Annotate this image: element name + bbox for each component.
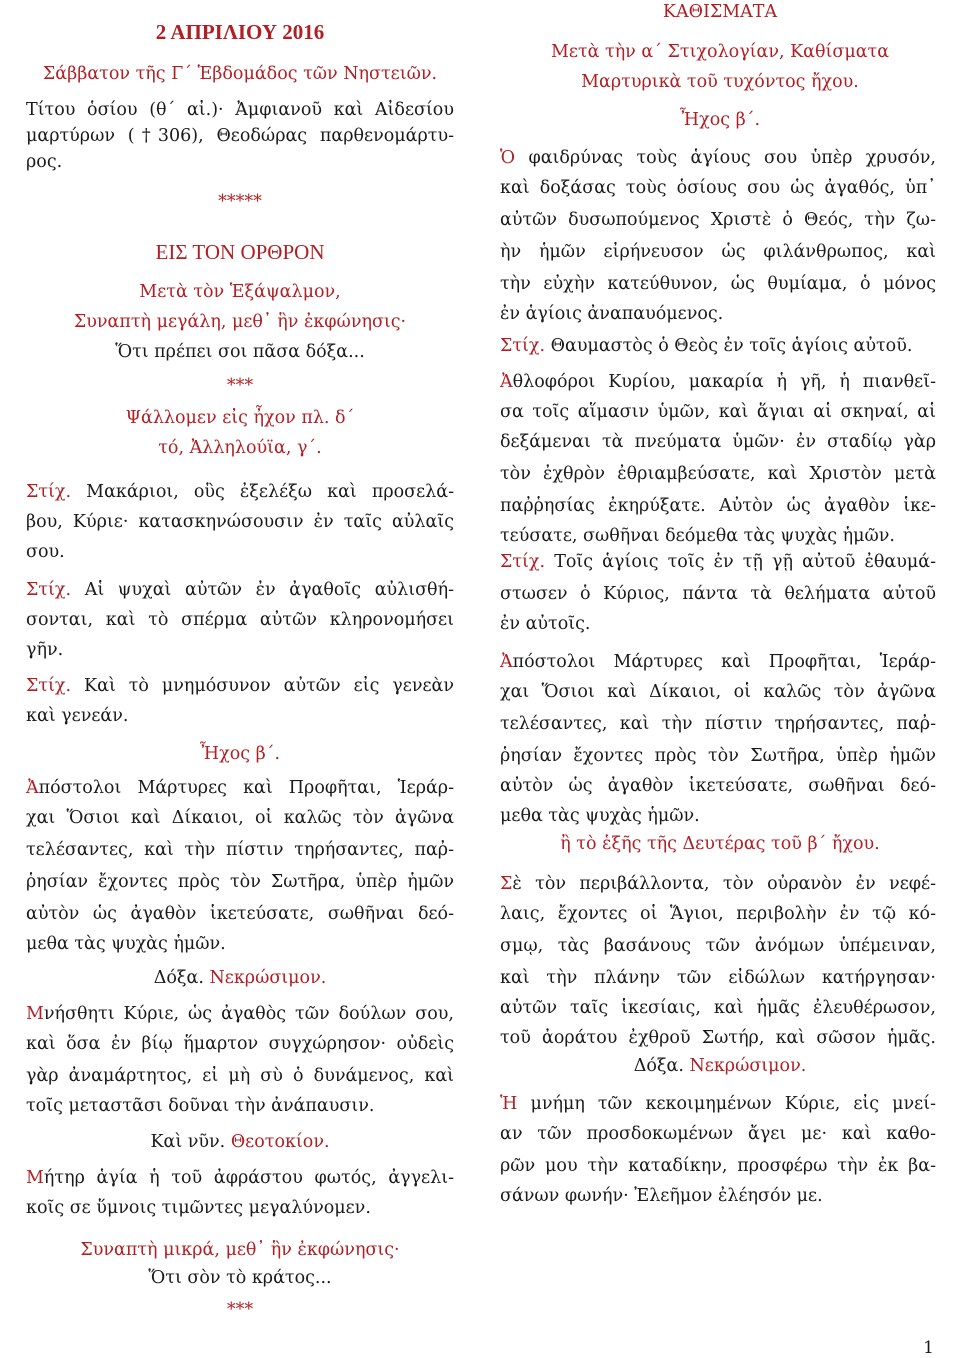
hymn-line: τοῖς μεταστᾶσι δοῦναι τὴν ἀνάπαυσιν. [26, 1096, 375, 1116]
stichos-label: Στίχ. [500, 336, 546, 356]
hymn-line: μεθα τὰς ψυχὰς ἡμῶν. [500, 806, 700, 826]
hymn-line: σμῳ, τὰς βασάνους τῶν ἀνόμων ὑπέμειναν, [500, 936, 936, 956]
doxa-line [480, 1054, 960, 1078]
hymn-line: τελέσαντες, καὶ τὴν πίστιν τηρήσαντες, παῤ- [26, 840, 454, 860]
orthros-heading: ΕΙΣ ΤΟΝ ΟΡΘΡΟΝ [155, 240, 325, 264]
hymn-line: δεξάμεναι τὰ πνεύματα ὑμῶν· ἐν σταδίῳ γὰρ [500, 432, 936, 452]
hymn-line: αὐτῶν ταῖς ἱκεσίαις, καὶ ἡμᾶς ἐλευθέρωσον, [500, 998, 936, 1018]
stichos-line [26, 578, 454, 602]
theotokion-label: Θεοτοκίον. [230, 1132, 330, 1152]
rubric-line: Μετὰ τὴν α΄ Στιχολογίαν, Καθίσματα [550, 42, 890, 62]
hymn-line: σα τοῖς αἵμασιν ὑμῶν, καὶ ἅγιαι αἱ σκηναί, αἱ [500, 402, 936, 422]
stichos-line: βου, Κύριε· κατασκηνώσουσιν ἐν ταῖς αὐλαῖς [26, 512, 454, 532]
echos-label: Ἦχος β΄. [679, 110, 761, 130]
hymn-line: αὐτὸν ὡς ἀγαθὸν ἱκετεύσατε, σωθῆναι δεό- [26, 904, 454, 924]
stichos-line [500, 550, 936, 574]
rubric-line: Μαρτυρικὰ τοῦ τυχόντος ἤχου. [581, 72, 859, 92]
stichos-label: Στίχ. [26, 482, 72, 502]
hymn-text: μνήμη τῶν κεκοιμημένων Κύριε, εἰς μνεί- [517, 1094, 936, 1114]
hymn-line: ρῶν μου τὴν καταδίκην, προσφέρω τὴν ἐκ βα- [500, 1156, 936, 1176]
stichos-text: Καὶ τὸ μνημόσυνον αὐτῶν εἰς γενεὰν [84, 676, 454, 696]
hymn-text: πόστολοι Μάρτυρες καὶ Προφῆται, Ἱεράρ- [38, 778, 454, 798]
separator-stars: *** [226, 1300, 254, 1320]
hymn-line [26, 1002, 454, 1026]
stichos-label: Στίχ. [26, 676, 72, 696]
doxa-label: Δόξα. [633, 1056, 684, 1076]
kai-nyn-label: Καὶ νῦν. [150, 1132, 226, 1152]
hymn-text: ὲ τὸν περιβάλλοντα, τὸν οὐρανὸν ἐν νεφέ- [512, 874, 936, 894]
doxa-label: Δόξα. [153, 968, 204, 988]
hymn-text: νήσθητι Κύριε, ὡς ἀγαθὸς τῶν δούλων σου, [43, 1004, 454, 1024]
hymn-text: φαιδρύνας τοὺς ἁγίους σου ὑπὲρ χρυσόν, [515, 148, 936, 168]
hymn-line: λαις, ἔχοντες οἱ Ἅγιοι, περιβολὴν ἐν τῷ κό- [500, 904, 936, 924]
hymn-line: γὰρ ἀναμάρτητος, εἰ μὴ σὺ ὁ δυνάμενος, καὶ [26, 1066, 454, 1086]
stichos-line [26, 674, 454, 698]
hymn-line: τὸν ἐχθρὸν ἐθριαμβεύσατε, καὶ Χριστὸν μετὰ [500, 464, 936, 484]
initial-letter: Ἀ [500, 652, 513, 672]
rubric-line: Ψάλλομεν εἰς ἦχον πλ. δ΄ [125, 408, 355, 428]
stichos-text: Αἱ ψυχαὶ αὐτῶν ἐν ἀγαθοῖς αὐλισθή- [84, 580, 454, 600]
stichos-line: σου. [26, 542, 65, 562]
hymn-line [26, 1166, 454, 1190]
hymn-line: ἐν ἁγίοις ἀναπαυόμενος. [500, 304, 724, 324]
initial-letter: Ὁ [500, 148, 516, 168]
rubric-line: ἢ τὸ ἑξῆς τῆς Δευτέρας τοῦ β΄ ἤχου. [560, 834, 880, 854]
stichos-line [500, 334, 912, 358]
separator-stars: *** [226, 376, 254, 396]
hymn-line [500, 370, 936, 394]
initial-letter: Ἡ [500, 1094, 518, 1114]
nekrosimon-label: Νεκρώσιμον. [209, 968, 327, 988]
stichos-line: γῆν. [26, 640, 64, 660]
nekrosimon-label: Νεκρώσιμον. [689, 1056, 807, 1076]
hymn-line: αὐτῶν δυσωπούμενος Χριστὲ ὁ Θεός, τὴν ζω- [500, 210, 936, 230]
hymn-line: καὶ ὅσα ἐν βίῳ ἥμαρτον συγχώρησον· οὐδεὶς [26, 1034, 454, 1054]
initial-letter: Μ [26, 1168, 44, 1188]
hymn-line: χαι Ὅσιοι καὶ Δίκαιοι, οἱ καλῶς τὸν ἀγῶνα [26, 808, 454, 828]
hymn-line [26, 776, 454, 800]
stichos-text: Θαυμαστὸς ὁ Θεὸς ἐν τοῖς ἁγίοις αὐτοῦ. [550, 336, 913, 356]
hymn-line: τελέσαντες, καὶ τὴν πίστιν τηρήσαντες, παῤ- [500, 714, 936, 734]
echos-label: Ἦχος β΄. [199, 744, 281, 764]
hymn-line: χαι Ὅσιοι καὶ Δίκαιοι, οἱ καλῶς τὸν ἀγῶνα [500, 682, 936, 702]
separator-stars: ***** [218, 192, 262, 212]
hymn-line [500, 650, 936, 674]
stichos-text: Μακάριοι, οὓς ἐξελέξω καὶ προσελά- [86, 482, 454, 502]
ekphonesis-line: Ὅτι σὸν τὸ κράτος... [148, 1268, 332, 1288]
hymn-line: αὐτὸν ὡς ἀγαθὸν ἱκετεύσατε, σωθῆναι δεό- [500, 776, 936, 796]
hymn-text: ήτηρ ἁγία ἡ τοῦ ἀφράστου φωτός, ἀγγελι- [43, 1168, 454, 1188]
hymn-line: παῤῥησίας ἐκηρύξατε. Αὐτὸν ὡς ἀγαθὸν ἱκε- [500, 496, 936, 516]
hymn-line [500, 1092, 936, 1116]
hymn-line [500, 146, 936, 170]
initial-letter: Σ [500, 874, 513, 894]
hymn-line: αν τῶν προσδοκωμένων ἄγει με· καὶ καθο- [500, 1124, 936, 1144]
hymn-line: ῥησίαν ἔχοντες πρὸς τὸν Σωτῆρα, ὑπὲρ ἡμῶν [26, 872, 454, 892]
hymn-line: τεύσατε, σωθῆναι δεόμεθα τὰς ψυχὰς ἡμῶν. [500, 526, 895, 546]
kai-nyn-line [0, 1130, 480, 1154]
saints-line: Τίτου ὁσίου (θ΄ αἰ.)· Ἀμφιανοῦ καὶ Αἰδεσίου [26, 100, 454, 120]
hymn-line: ὴν ἡμῶν εἰρήνευσον ὡς φιλάνθρωπος, καὶ [500, 242, 936, 262]
hymn-line: καὶ τὴν πλάνην τῶν εἰδώλων κατήργησαν· [500, 968, 936, 988]
rubric-line: τό, Ἀλληλούϊα, γ΄. [158, 438, 322, 458]
initial-letter: Ἀ [26, 778, 39, 798]
stichos-line: ἐν αὐτοῖς. [500, 614, 591, 634]
hymn-line [500, 872, 936, 896]
stichos-line: σονται, καὶ τὸ σπέρμα αὐτῶν κληρονομήσει [26, 610, 454, 630]
stichos-line: στωσεν ὁ Κύριος, πάντα τὰ θελήματα αὐτοῦ [500, 584, 936, 604]
page-number: 1 [923, 1338, 934, 1358]
saints-line: ρος. [26, 152, 63, 172]
hymn-line: μεθα τὰς ψυχὰς ἡμῶν. [26, 934, 226, 954]
hymn-line: τοῦ ἀοράτου ἐχθροῦ Σωτήρ, καὶ σῶσον ἡμᾶς. [500, 1028, 936, 1048]
hymn-text: θλοφόροι Κυρίου, μακαρία ἡ γῆ, ἡ πιανθεῖ- [512, 372, 936, 392]
stichos-line: καὶ γενεάν. [26, 706, 129, 726]
hymn-line: κοῖς σε ὕμνοις τιμῶντες μεγαλύνομεν. [26, 1198, 371, 1218]
ekphonesis-line: Ὅτι πρέπει σοι πᾶσα δόξα... [115, 342, 365, 362]
stichos-label: Στίχ. [500, 552, 546, 572]
initial-letter: Μ [26, 1004, 44, 1024]
saints-line: μαρτύρων (†306), Θεοδώρας παρθενομάρτυ- [26, 126, 454, 146]
rubric-line: Συναπτὴ μικρά, μεθ᾽ ἣν ἐκφώνησις· [80, 1240, 400, 1260]
stichos-line [26, 480, 454, 504]
kathismata-heading: ΚΑΘΙΣΜΑΤΑ [662, 2, 778, 22]
hymn-text: πόστολοι Μάρτυρες καὶ Προφῆται, Ἱεράρ- [512, 652, 936, 672]
initial-letter: Ἀ [500, 372, 513, 392]
doxa-line [0, 966, 480, 990]
hymn-line: τὴν εὐχὴν κατεύθυνον, ὡς θυμίαμα, ὁ μόνος [500, 274, 936, 294]
date-heading: 2 ΑΠΡΙΛΙΟΥ 2016 [155, 20, 325, 44]
hymn-line: ῥησίαν ἔχοντες πρὸς τὸν Σωτῆρα, ὑπὲρ ἡμῶν [500, 746, 936, 766]
hymn-line: καὶ δοξάσας τοὺς ὁσίους σου ὡς ἀγαθός, ὑπ᾽ [500, 178, 936, 198]
stichos-text: Τοῖς ἁγίοις τοῖς ἐν τῇ γῇ αὐτοῦ ἐθαυμά- [554, 552, 936, 572]
day-title: Σάββατον τῆς Γ΄ Ἑβδομάδος τῶν Νηστειῶν. [42, 64, 438, 84]
stichos-label: Στίχ. [26, 580, 72, 600]
hymn-line: σάνων φωνήν· Ἐλεῆμον ἐλέησόν με. [500, 1186, 823, 1206]
rubric-line: Μετὰ τὸν Ἑξάψαλμον, [139, 282, 341, 302]
rubric-line: Συναπτὴ μεγάλη, μεθ᾽ ἣν ἐκφώνησις· [73, 312, 407, 332]
